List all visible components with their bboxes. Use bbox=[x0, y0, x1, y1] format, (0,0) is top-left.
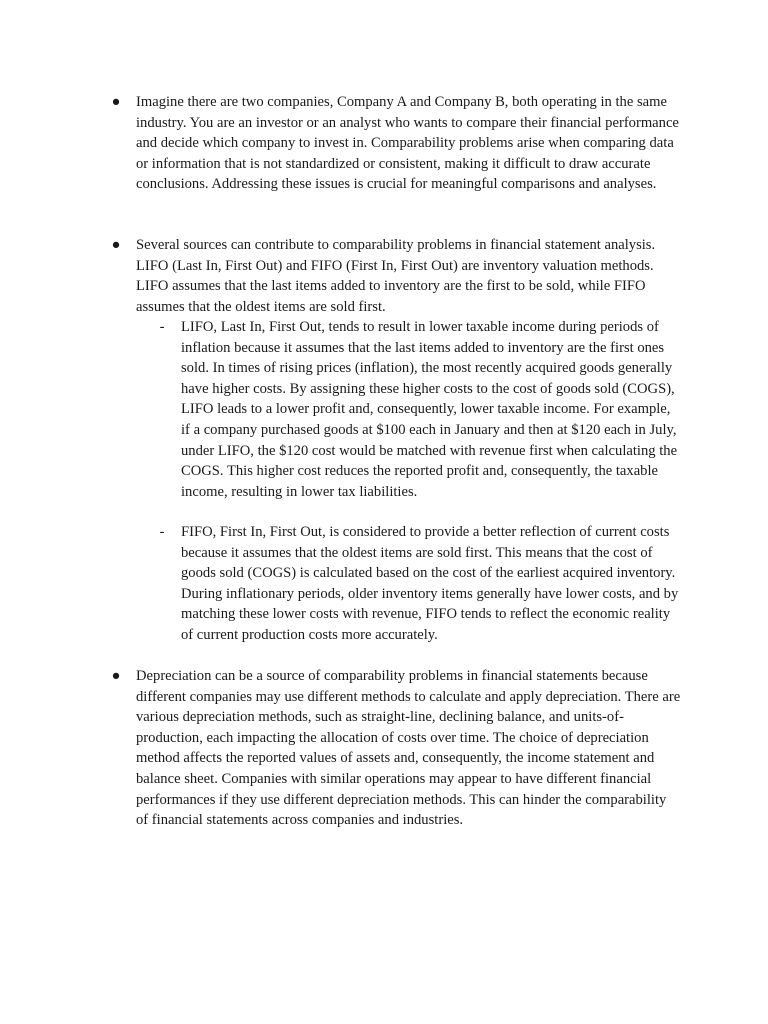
dash-icon: - bbox=[159, 319, 165, 335]
bullet-item-sources bbox=[111, 235, 682, 317]
paragraph-depreciation: Depreciation can be a source of comparability problems in financial statements because different companies may use different methods to calculate and apply depreciation. There are various depreciation methods, such as straight-line, declining balance, and units-of-production, each impacting the allocation of costs over time. The choice of depreciation method affects the reported values of assets and, consequently, the income statement and balance sheet. Companies with similar operations may appear to have different financial performances if they use different depreciation methods. This can hinder the comparability of financial statements across companies and industries. bbox=[136, 668, 681, 829]
sub-item-fifo bbox=[159, 522, 681, 646]
paragraph-companies: Imagine there are two companies, Company A and Company B, both operating in the same industry. You are an investor or an analyst who wants to compare their financial performance and decide which company to invest in. Comparability problems arise when comparing data or information that is not standardized or consistent, making it difficult to draw accurate conclusions. Addressing these issues is crucial for meaningful comparisons and analyses. bbox=[136, 94, 679, 193]
bullet-dot-icon: ● bbox=[111, 668, 121, 684]
sub-item-lifo bbox=[159, 317, 681, 502]
bullet-item-depreciation bbox=[111, 666, 682, 831]
bullet-dot-icon: ● bbox=[111, 237, 121, 253]
bullet-item-companies bbox=[111, 92, 682, 195]
paragraph-fifo: FIFO, First In, First Out, is considered to provide a better reflection of current costs because it assumes that the oldest items are sold first. This means that the cost of goods sold (COGS) is calculated based on the cost of the earliest acquired inventory. During inflationary periods, older inventory items generally have lower costs, and by matching these lower costs with revenue, FIFO tends to reflect the economic reality of current production costs more accurately. bbox=[181, 524, 679, 643]
bullet-dot-icon: ● bbox=[111, 94, 121, 110]
paragraph-lifo: LIFO, Last In, First Out, tends to result in lower taxable income during periods of inflation because it assumes that the last items added to inventory are the first ones sold. In times of rising prices (inflation), the most recently acquired goods generally have higher costs. By assigning these higher costs to the cost of goods sold (COGS), LIFO leads to a lower profit and, consequently, lower taxable income. For example, if a company purchased goods at $100 each in January and then at $120 each in July, under LIFO, the $120 cost would be matched with revenue first when calculating the COGS. This higher cost reduces the reported profit and, consequently, the taxable income, resulting in lower tax liabilities. bbox=[181, 319, 678, 500]
dash-icon: - bbox=[159, 524, 165, 540]
paragraph-sources: Several sources can contribute to comparability problems in financial statement analysis. LIFO (Last In, First Out) and FIFO (First In, First Out) are inventory valuation methods. LIFO assumes that the last items added to inventory are the first to be sold, while FIFO assumes that the oldest items are sold first. bbox=[136, 237, 656, 315]
